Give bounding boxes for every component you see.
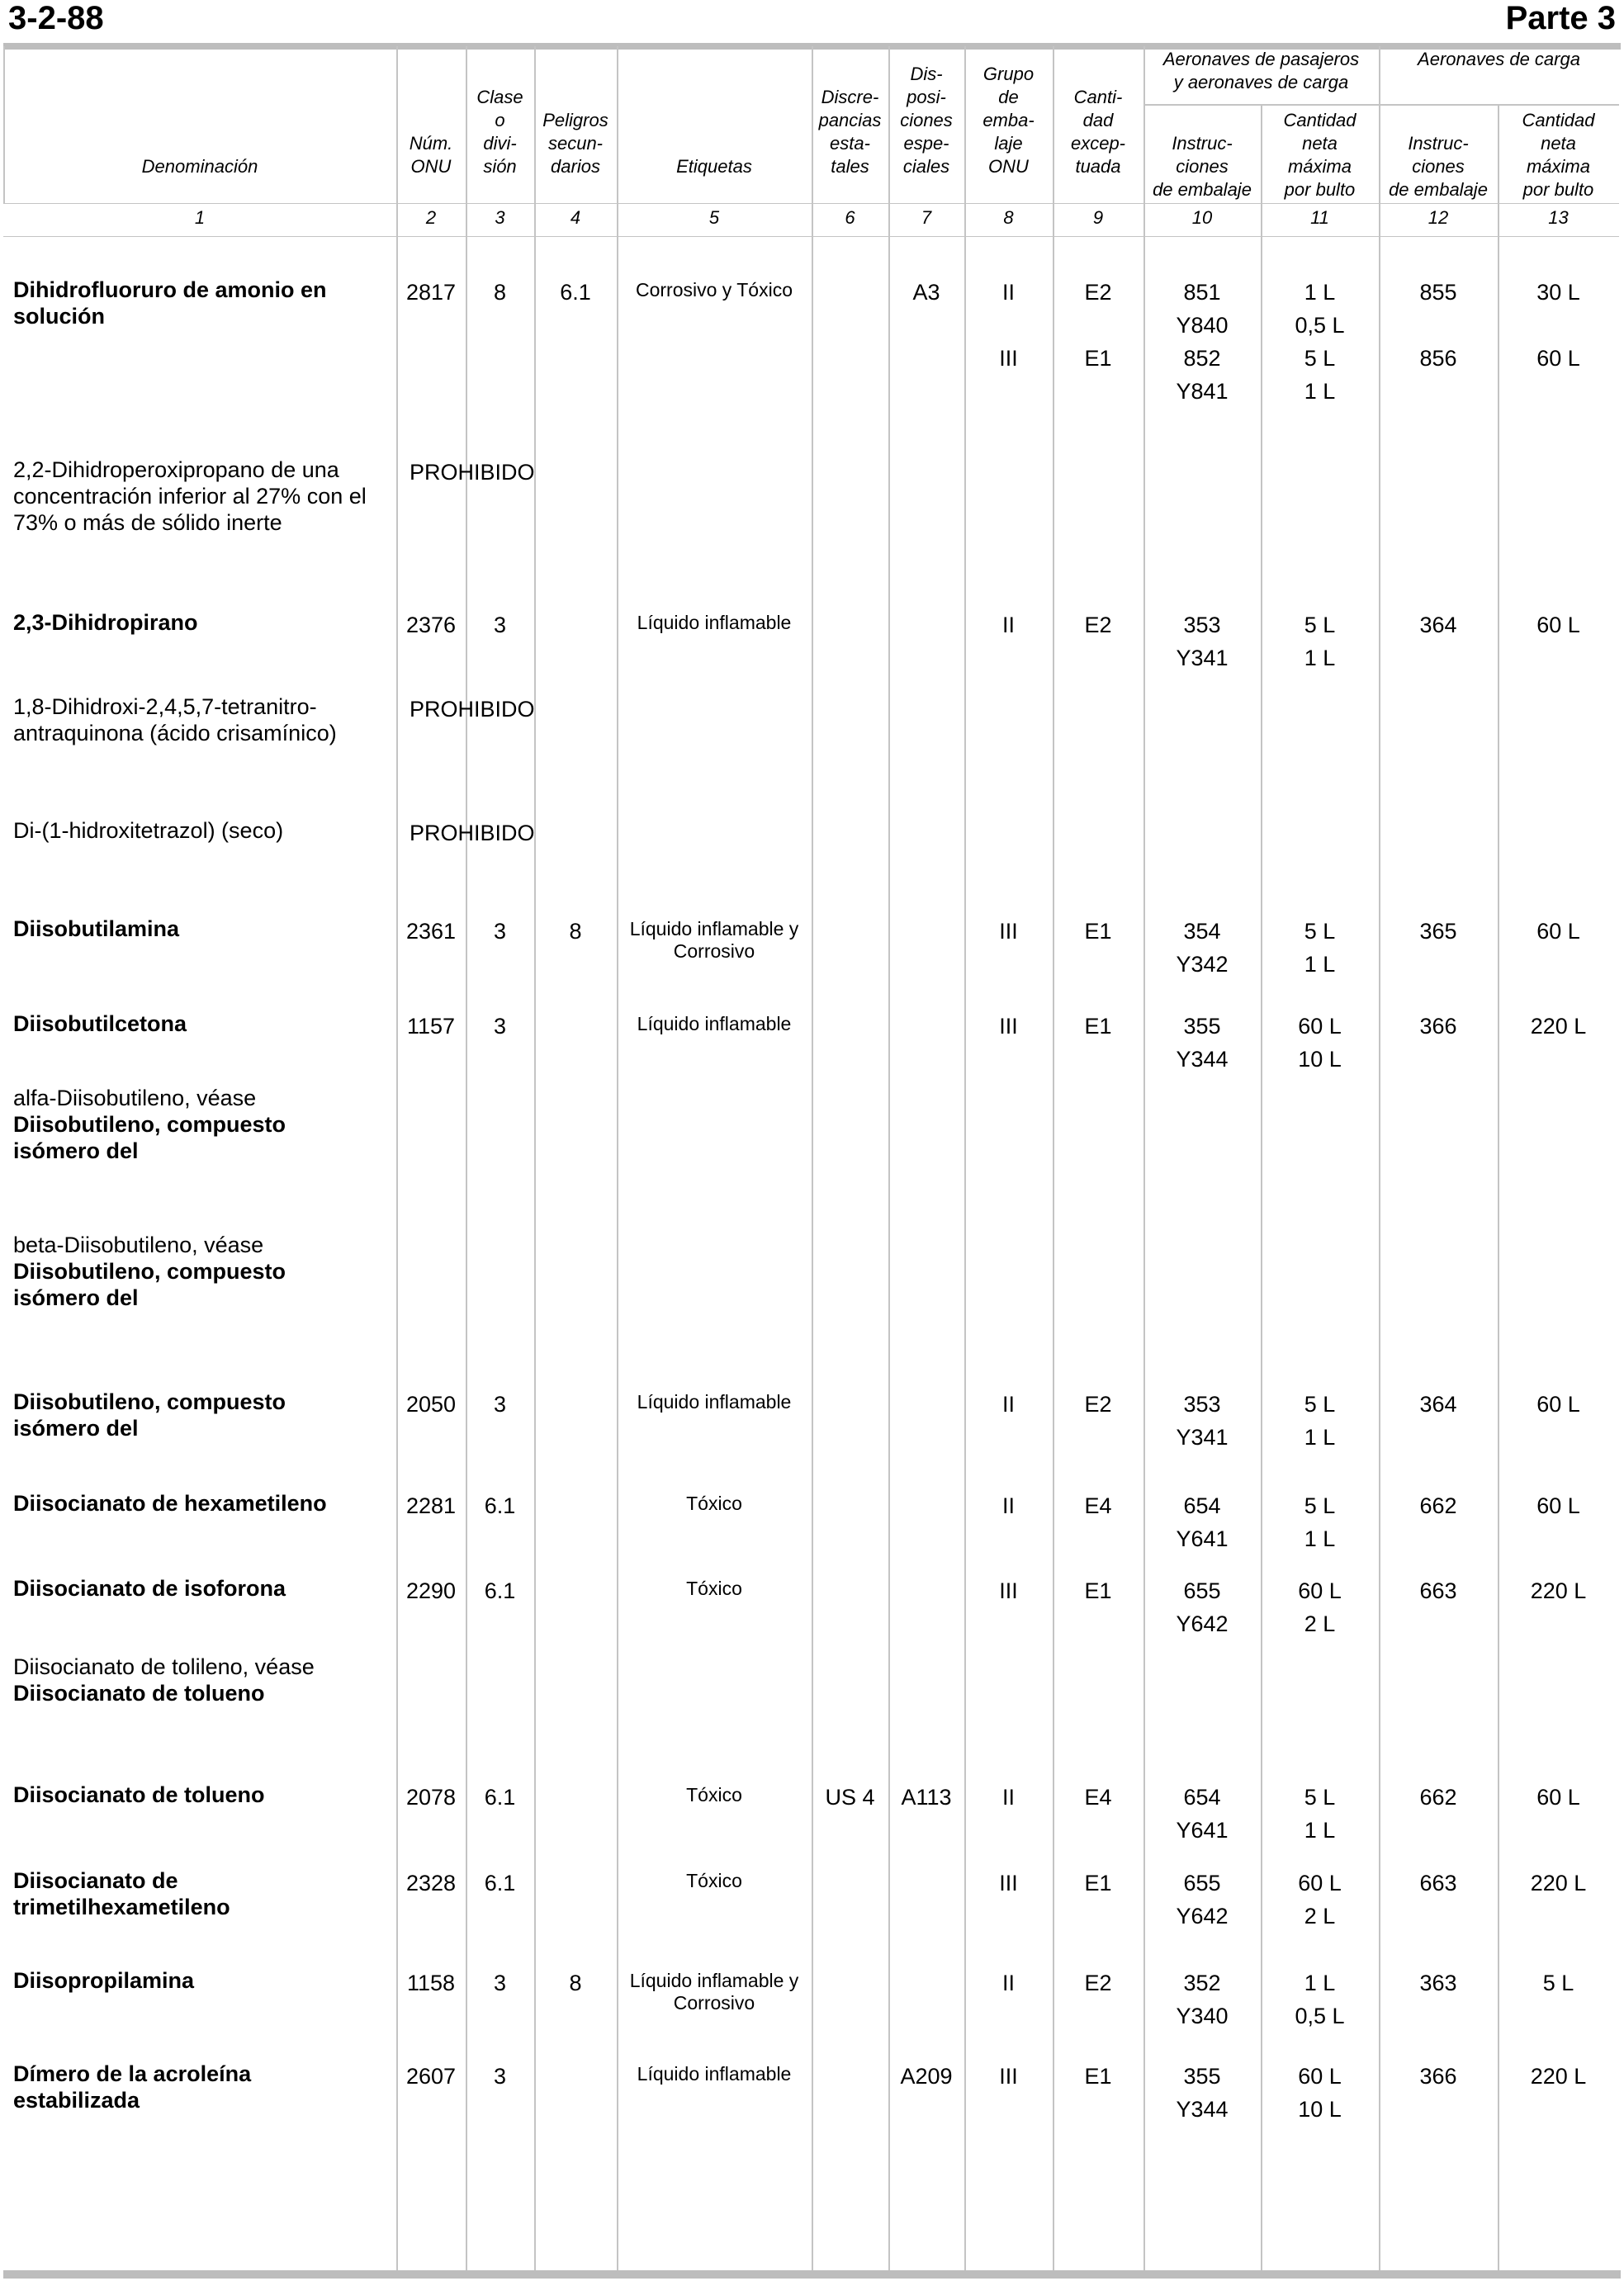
cell-cqty: 60 L [1536,613,1580,637]
column-number: 8 [1003,207,1014,228]
cell-qty: 2 L [1304,1611,1336,1636]
cell-pi: 655 [1183,1578,1221,1603]
entry-name-bold: Diisobutilamina [13,916,180,941]
cell-pg: II [1001,1392,1015,1417]
cell-cls: 3 [493,2064,507,2089]
cell-cqty: 60 L [1536,1785,1580,1810]
cell-qty: 5 L [1304,1785,1336,1810]
entry-name-bold: Dihidrofluoruro de amonio en solución [13,277,327,329]
header-grupo: Grupo de emba- laje ONU [982,64,1035,177]
cell-pi: Y641 [1176,1526,1229,1551]
cell-disc: US 4 [825,1785,875,1810]
cell-cqty: 60 L [1536,919,1580,944]
cell-qty: 5 L [1304,1392,1336,1417]
header-instrucciones-carga: Instruc- ciones de embalaje [1389,133,1488,200]
cell-qty: 5 L [1304,613,1336,637]
column-number: 6 [845,207,855,228]
cell-cpi: 366 [1419,2064,1457,2089]
cell-pg: II [1001,1785,1015,1810]
cell-cls: 3 [493,1971,507,1995]
cell-eq: E2 [1084,613,1112,637]
entry-name [13,1232,393,1311]
cell-qty: 2 L [1304,1904,1336,1928]
column-number: 9 [1092,207,1104,228]
cell-cqty: 60 L [1536,1493,1580,1518]
part-title: Parte 3 [1505,0,1616,36]
cell-cqty: 220 L [1530,2064,1587,2089]
cell-sec: 6.1 [560,280,591,305]
entry-name-bold: 2,3-Dihidropirano [13,610,198,635]
cell-pi: 851 [1183,280,1221,305]
cell-un: 2050 [405,1392,457,1417]
entry-name [13,2061,393,2113]
cell-cqty: 30 L [1536,280,1580,305]
cell-pg: III [999,346,1018,371]
header-denominacion: Denominación [141,156,258,177]
header-pasajeros-group: Aeronaves de pasajeros y aeronaves de carga [1162,49,1360,92]
entry-name [13,1867,393,1920]
header-discrepancias: Discre- pancias esta- tales [818,87,882,177]
cell-pi: 654 [1183,1493,1221,1518]
cell-cpi: 855 [1419,280,1457,305]
page-number: 3-2-88 [8,0,104,36]
cell-pi: 354 [1183,919,1221,944]
cell-sec: 8 [569,919,582,944]
header-cantidad-neta: Cantidad neta máxima por bulto [1283,110,1356,200]
cell-qty: 1 L [1304,1971,1336,1995]
header-clase: Clase o divi- sión [476,87,523,177]
cell-un: 2607 [405,2064,457,2089]
entry-name [13,1654,393,1706]
cell-qty: 1 L [1304,1526,1336,1551]
cell-qty: 1 L [1304,646,1336,670]
cell-label: Tóxico [686,1870,742,1891]
cell-pi: Y642 [1176,1904,1229,1928]
cell-sp: A209 [900,2064,953,2089]
see-reference-text: alfa-Diisobutileno, véase [13,1086,257,1110]
cell-sec: 8 [569,1971,582,1995]
cell-eq: E1 [1084,919,1112,944]
cell-sp: A3 [912,280,940,305]
bottom-rule [3,2270,1621,2279]
cell-cpi: 662 [1419,1493,1457,1518]
cell-eq: E1 [1084,1578,1112,1603]
cell-cls: 8 [493,280,507,305]
entry-name [13,1782,393,1808]
entry-name [13,1389,393,1441]
cell-qty: 60 L [1298,1578,1342,1603]
cell-qty: 60 L [1298,2064,1342,2089]
header-peligros: Peligros secun- darios [542,110,608,177]
cell-un: 2376 [405,613,457,637]
cell-pi: Y342 [1176,952,1229,977]
cell-pi: 352 [1183,1971,1221,1995]
cell-cqty: 220 L [1530,1871,1587,1895]
cell-label: Líquido inflamable [637,612,792,633]
cell-pi: Y642 [1176,1611,1229,1636]
cell-cls: 6.1 [484,1785,516,1810]
entry-name-bold: Diisopropilamina [13,1968,195,1993]
cell-pi: Y344 [1176,2097,1229,2122]
cell-qty: 1 L [1304,952,1336,977]
cell-eq: E1 [1084,346,1112,371]
cell-cls: 3 [493,613,507,637]
cell-pi: Y344 [1176,1047,1229,1072]
cell-pi: Y840 [1176,313,1229,338]
cell-cpi: 363 [1419,1971,1457,1995]
column-number: 11 [1310,207,1329,228]
cell-un: 2817 [405,280,457,305]
cell-cqty: 220 L [1530,1014,1587,1039]
cell-eq: E4 [1084,1785,1112,1810]
see-reference-target: Diisobutileno, compuesto isómero del [13,1112,286,1163]
entry-name [13,693,393,746]
column-number: 3 [495,207,505,228]
see-reference-target: Diisocianato de tolueno [13,1681,265,1706]
cell-pi: Y641 [1176,1818,1229,1843]
entry-name [13,916,393,942]
see-reference-text: beta-Diisobutileno, véase [13,1233,264,1257]
cell-cls: 3 [493,1014,507,1039]
cell-eq: E1 [1084,1871,1112,1895]
cell-pi: Y841 [1176,379,1229,404]
cell-qty: 1 L [1304,1425,1336,1450]
cell-cpi: 365 [1419,919,1457,944]
entry-name [13,1010,393,1037]
column-number: 4 [570,207,581,228]
cell-cls: 3 [493,919,507,944]
cell-cqty: 60 L [1536,346,1580,371]
entry-name-bold: Diisobutileno, compuesto isómero del [13,1389,286,1441]
cell-pi: 355 [1183,2064,1221,2089]
cell-pi: 852 [1183,346,1221,371]
cell-pg: III [999,2064,1018,2089]
cell-un: 1158 [406,1971,456,1995]
cell-un: 1157 [406,1014,456,1039]
entry-name [13,1085,393,1164]
column-number: 5 [708,207,720,228]
cell-cqty: 60 L [1536,1392,1580,1417]
cell-qty: 1 L [1304,379,1336,404]
cell-pi: 654 [1183,1785,1221,1810]
see-reference-text: Diisocianato de tolileno, véase [13,1654,315,1679]
cell-pi: Y341 [1176,646,1229,670]
header-num-onu: Núm. ONU [409,133,453,177]
cell-cpi: 856 [1419,346,1457,371]
entry-name-bold: Diisocianato de trimetilhexametileno [13,1868,230,1919]
entry-name-bold: Dímero de la acroleína estabilizada [13,2061,252,2113]
cell-pi: Y341 [1176,1425,1229,1450]
cell-eq: E4 [1084,1493,1112,1518]
cell-qty: 10 L [1298,2097,1342,2122]
column-number: 2 [425,207,437,228]
cell-cls: 6.1 [484,1578,516,1603]
cell-sp: A113 [901,1785,952,1810]
cell-qty: 10 L [1298,1047,1342,1072]
entry-name-bold: Diisocianato de tolueno [13,1782,265,1807]
cell-qty: 0,5 L [1295,2004,1345,2028]
cell-pg: III [999,1871,1018,1895]
cell-pg: III [999,1578,1018,1603]
cell-label: Tóxico [686,1578,742,1599]
prohibido-label: PROHIBIDO [410,697,535,722]
entry-name [13,457,393,536]
cell-label: Corrosivo y Tóxico [635,279,793,301]
entry-name-plain: 1,8-Dihidroxi-2,4,5,7-tetranitro- antraquinona (ácido crisamínico) [13,694,337,745]
header-carga-group: Aeronaves de carga [1418,49,1580,69]
cell-label: Líquido inflamable [637,2063,792,2085]
cell-un: 2078 [405,1785,457,1810]
column-number: 10 [1191,207,1213,228]
cell-cls: 6.1 [484,1871,516,1895]
cell-label: Líquido inflamable y Corrosivo [629,918,799,962]
cell-eq: E2 [1084,1971,1112,1995]
cell-cls: 6.1 [484,1493,516,1518]
cell-qty: 1 L [1304,280,1336,305]
column-number: 7 [921,207,932,228]
cell-un: 2361 [405,919,457,944]
cell-cqty: 220 L [1530,1578,1587,1603]
entry-name [13,277,393,329]
cell-cpi: 663 [1419,1871,1457,1895]
header-instrucciones: Instruc- ciones de embalaje [1153,133,1252,200]
column-number: 13 [1548,207,1569,228]
cell-cpi: 364 [1419,613,1457,637]
cell-pi: 353 [1183,613,1221,637]
cell-qty: 60 L [1298,1871,1342,1895]
cell-cpi: 663 [1419,1578,1457,1603]
cell-un: 2281 [405,1493,457,1518]
cell-label: Líquido inflamable y Corrosivo [629,1970,799,2014]
cell-cpi: 364 [1419,1392,1457,1417]
cell-qty: 5 L [1304,346,1336,371]
cell-eq: E2 [1084,280,1112,305]
cell-label: Líquido inflamable [637,1391,792,1413]
entry-name [13,817,393,844]
cell-pi: 355 [1183,1014,1221,1039]
cell-eq: E1 [1084,1014,1112,1039]
prohibido-label: PROHIBIDO [410,460,535,485]
header-disposiciones: Dis- posi- ciones espe- ciales [900,64,953,177]
cell-eq: E2 [1084,1392,1112,1417]
entry-name-bold: Diisocianato de isoforona [13,1576,286,1601]
cell-qty: 60 L [1298,1014,1342,1039]
cell-cls: 3 [493,1392,507,1417]
entry-name [13,1575,393,1602]
see-reference-target: Diisobutileno, compuesto isómero del [13,1259,286,1310]
cell-cpi: 662 [1419,1785,1457,1810]
entry-name [13,609,393,636]
cell-label: Tóxico [686,1784,742,1805]
column-number: 12 [1428,207,1449,228]
cell-qty: 5 L [1304,1493,1336,1518]
entry-name [13,1490,393,1517]
cell-pg: II [1001,1493,1015,1518]
cell-pi: 353 [1183,1392,1221,1417]
entry-name-plain: 2,2-Dihidroperoxipropano de una concentración inferior al 27% con el 73% o más de sólido inerte [13,457,367,535]
entry-name-bold: Diisocianato de hexametileno [13,1491,327,1516]
entry-name [13,1967,393,1994]
cell-pi: 655 [1183,1871,1221,1895]
cell-pg: II [1001,1971,1015,1995]
cell-pg: III [999,919,1018,944]
cell-pg: III [999,1014,1018,1039]
cell-un: 2290 [405,1578,457,1603]
cell-cqty: 5 L [1542,1971,1574,1995]
header-cantidad-exceptuada: Canti- dad excep- tuada [1070,87,1126,177]
cell-pg: II [1001,280,1015,305]
cell-label: Líquido inflamable [637,1013,792,1034]
cell-qty: 0,5 L [1295,313,1345,338]
cell-qty: 1 L [1304,1818,1336,1843]
cell-pi: Y340 [1176,2004,1229,2028]
cell-label: Tóxico [686,1493,742,1514]
entry-name-plain: Di-(1-hidroxitetrazol) (seco) [13,818,284,843]
column-number: 1 [194,207,206,228]
header-etiquetas: Etiquetas [676,156,752,177]
cell-qty: 5 L [1304,919,1336,944]
cell-eq: E1 [1084,2064,1112,2089]
entry-name-bold: Diisobutilcetona [13,1011,187,1036]
cell-cpi: 366 [1419,1014,1457,1039]
cell-un: 2328 [405,1871,457,1895]
prohibido-label: PROHIBIDO [410,821,535,845]
cell-pg: II [1001,613,1015,637]
header-cantidad-neta-carga: Cantidad neta máxima por bulto [1522,110,1595,200]
